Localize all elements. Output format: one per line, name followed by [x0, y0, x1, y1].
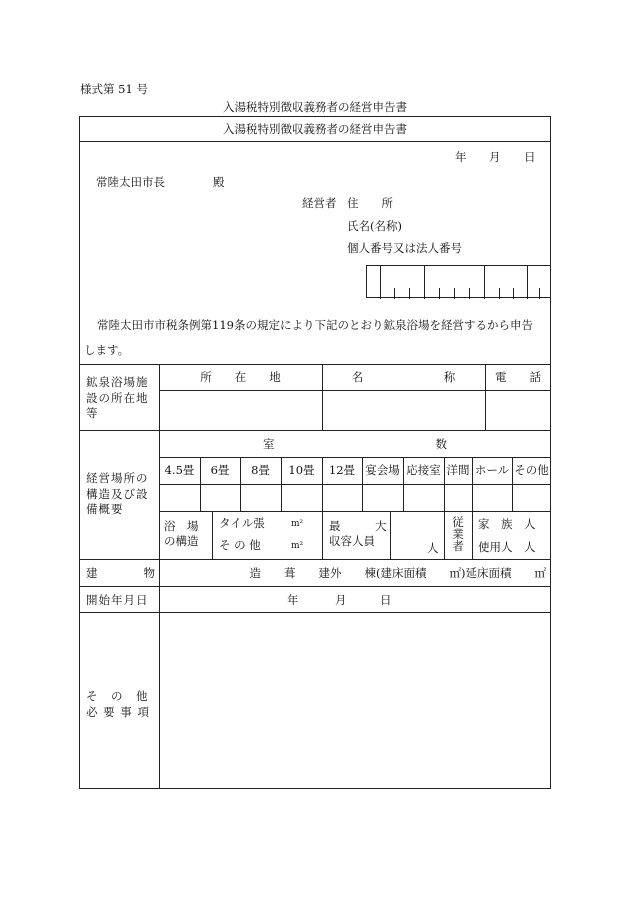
col-name: 名 称	[351, 370, 456, 384]
rule	[409, 288, 410, 299]
capacity-label: 最 大 収容人員	[329, 519, 387, 548]
address-label: 住 所	[347, 196, 393, 210]
rule	[499, 288, 500, 299]
rule	[539, 288, 540, 299]
col-phone: 電 話	[495, 370, 541, 384]
rule	[394, 288, 395, 299]
rule	[159, 457, 551, 458]
rule	[380, 266, 381, 299]
table-title: 入湯税特別徴収義務者の経営申告書	[223, 122, 407, 136]
start-year: 年	[287, 593, 299, 607]
rule	[212, 511, 213, 559]
start-day: 日	[380, 593, 392, 607]
declaration-line1: 常陸太田市市税条例第119条の規定により下記のとおり鉱泉浴場を経営するから申告	[97, 318, 533, 332]
rule	[484, 266, 485, 299]
room-col: その他	[514, 463, 549, 477]
id-number-label: 個人番号又は法人番号	[347, 241, 462, 255]
building-label: 建 物	[86, 566, 155, 580]
declaration-line2: します。	[84, 343, 130, 357]
rule	[513, 288, 514, 299]
rule	[79, 559, 551, 560]
rule	[469, 288, 470, 299]
facility-label: 鉱泉浴場施設の所在地等	[86, 375, 149, 420]
name-value[interactable]	[323, 391, 484, 429]
rule	[159, 511, 551, 512]
phone-value[interactable]	[486, 391, 550, 429]
form-number: 様式第 51 号	[80, 82, 148, 96]
honorific: 殿	[213, 175, 225, 189]
date-month: 月	[489, 150, 501, 164]
name-label: 氏名(名称)	[347, 219, 402, 233]
tile-label: タイル張	[219, 516, 265, 530]
date-year: 年	[455, 150, 467, 164]
rule	[444, 511, 445, 559]
operator-label: 経営者	[302, 196, 337, 210]
rule	[159, 484, 551, 485]
id-number-boxes[interactable]	[366, 265, 551, 298]
start-date-label: 開始年月日	[86, 593, 149, 607]
other-value[interactable]	[160, 613, 550, 788]
room-col: ホール	[474, 463, 510, 477]
other-label: そ の 他 必 要 事 項	[86, 689, 150, 719]
start-month: 月	[335, 593, 347, 607]
rule	[79, 141, 551, 142]
building-detail: 造 葺 建外 棟(建床面積 ㎡)延床面積 ㎡	[249, 566, 546, 580]
rule	[527, 266, 528, 299]
col-location: 所 在 地	[200, 370, 281, 384]
tile-unit: m²	[291, 519, 304, 529]
location-value[interactable]	[160, 391, 321, 429]
form-title: 入湯税特別徴収義務者の経営申告書	[223, 100, 407, 114]
rule	[79, 430, 551, 431]
room-col: 12畳	[328, 463, 356, 477]
bath-structure-label: 浴 場 の構造	[164, 519, 199, 548]
room-col: 応接室	[406, 463, 441, 477]
room-col: 10畳	[288, 463, 315, 477]
rule	[424, 266, 425, 299]
structure-label: 経営場所の構造及び設備概要	[86, 471, 149, 516]
rule	[472, 511, 473, 559]
rule	[79, 586, 551, 587]
rule	[322, 511, 323, 559]
room-col: 洋間	[446, 463, 470, 477]
room-col: 6畳	[210, 463, 230, 477]
hired-label: 使用人 人	[478, 540, 536, 554]
room-col: 8畳	[251, 463, 270, 477]
other-unit: m²	[291, 541, 304, 551]
rule	[390, 511, 391, 559]
employees-label: 従業者	[452, 515, 464, 553]
rule	[79, 364, 551, 365]
addressee: 常陸太田市長	[96, 175, 165, 189]
capacity-unit: 人	[427, 541, 439, 555]
room-col: 宴会場	[365, 463, 400, 477]
date-day: 日	[524, 150, 536, 164]
rule	[454, 288, 455, 299]
rule	[439, 288, 440, 299]
other-material-label: そ の 他	[219, 538, 261, 552]
room-col: 4.5畳	[164, 463, 195, 477]
rooms-header: 室 数	[263, 437, 447, 451]
family-label: 家 族 人	[478, 517, 536, 531]
